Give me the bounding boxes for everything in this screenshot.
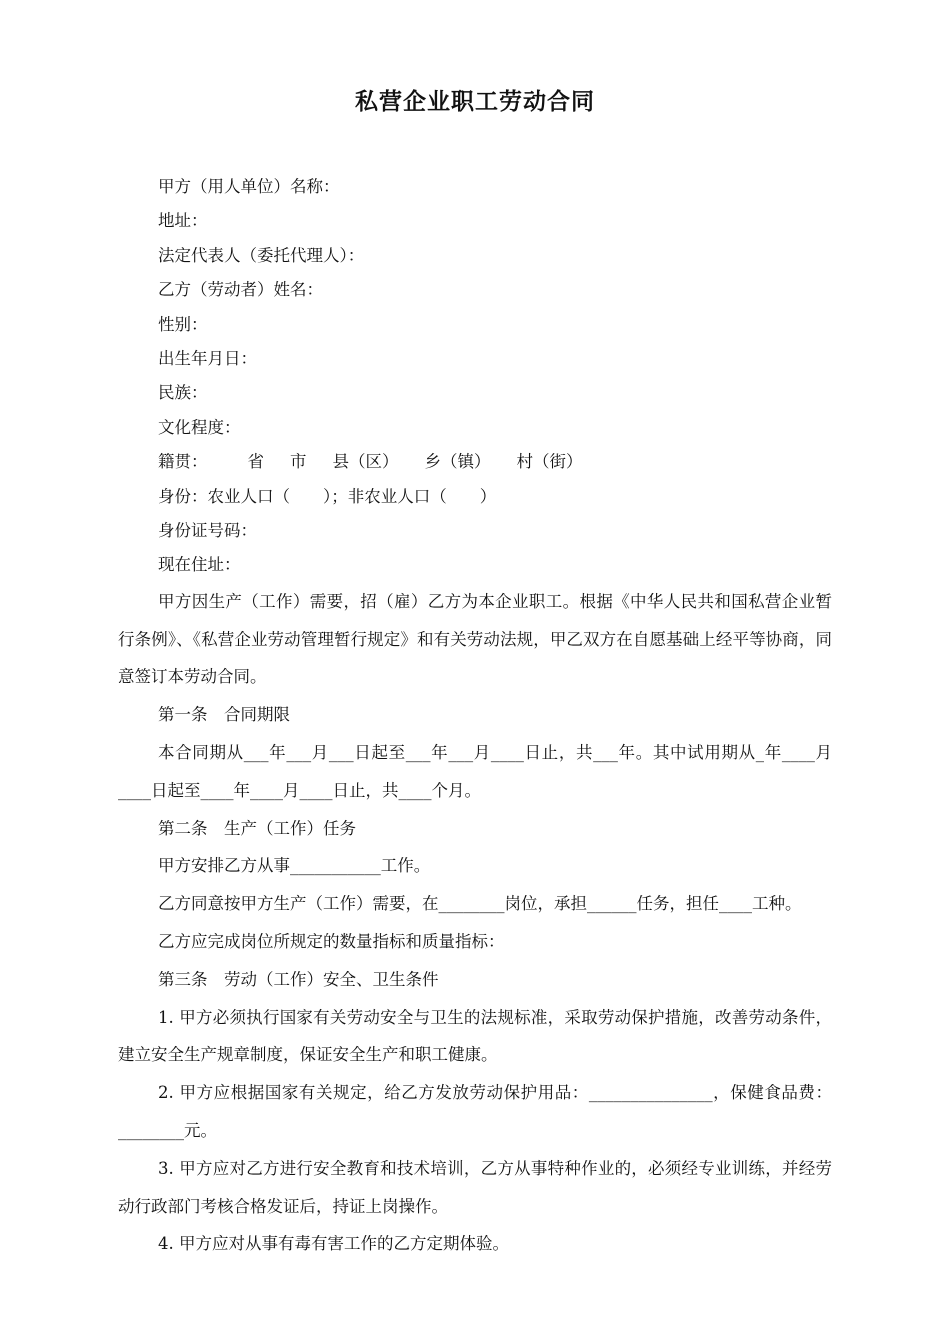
article2-heading: 第二条 生产（工作）任务 (158, 818, 356, 838)
id-number-field: 身份证号码： (158, 521, 257, 541)
article3-item-4: 4. 甲方应对从事有毒有害工作的乙方定期体验。 (158, 1234, 509, 1254)
ethnicity-field: 民族： (158, 383, 208, 403)
current-address-field: 现在住址： (158, 555, 241, 575)
article2-paragraph-2: 乙方同意按甲方生产（工作）需要，在________岗位，承担______任务，担任____工种。 (158, 894, 802, 914)
article3-item-1: 1. 甲方必须执行国家有关劳动安全与卫生的法规标准，采取劳动保护措施，改善劳动条件，建立安全生产规章制度，保证安全生产和职工健康。 (118, 1007, 832, 1065)
native-place-field (118, 445, 832, 479)
article1-paragraph: 本合同期从___年___月___日起至___年___月____日止，共___年。其中试用期从_年____月____日起至____年____月____日止，共____个月。 (118, 743, 832, 800)
article1-heading: 第一条 合同期限 (158, 705, 290, 725)
document-title: 私营企业职工劳动合同 (355, 88, 595, 115)
article3-item-2: 2. 甲方应根据国家有关规定，给乙方发放劳动保护用品：_______________，保健食品费：________元。 (118, 1083, 832, 1141)
county-label: 县（区） (332, 452, 399, 472)
province-label: 省 (247, 452, 264, 472)
education-field: 文化程度： (158, 417, 241, 437)
article2-paragraph-3: 乙方应完成岗位所规定的数量指标和质量指标： (158, 932, 505, 952)
identity-field: 身份：农业人口（ ）；非农业人口（ ） (158, 486, 497, 506)
contract-body (118, 583, 832, 1263)
township-label: 乡（镇） (424, 452, 491, 472)
gender-field: 性别： (158, 314, 208, 334)
preamble-paragraph: 甲方因生产（工作）需要，招（雇）乙方为本企业职工。根据《中华人民共和国私营企业暂行条例》、《私营企业劳动管理暂行规定》和有关劳动法规，甲乙双方在自愿基础上经平等协商，同意签订本劳动合同。 (118, 591, 832, 687)
article3-heading: 第三条 劳动（工作）安全、卫生条件 (158, 969, 439, 989)
address-field: 地址： (158, 211, 208, 231)
article3-item-3: 3. 甲方应对乙方进行安全教育和技术培训，乙方从事特种作业的，必须经专业训练，并经劳动行政部门考核合格发证后，持证上岗操作。 (118, 1158, 832, 1216)
birth-date-field: 出生年月日： (158, 349, 257, 369)
city-label: 市 (290, 452, 307, 472)
employer-name-field: 甲方（用人单位）名称： (158, 177, 340, 196)
party-info-fields (118, 170, 832, 583)
legal-rep-field: 法定代表人（委托代理人）： (158, 245, 365, 265)
article2-paragraph-1: 甲方安排乙方从事___________工作。 (158, 856, 431, 876)
village-label: 村（街） (516, 452, 583, 472)
employee-name-field: 乙方（劳动者）姓名： (158, 280, 323, 300)
native-place-label: 籍贯： (158, 452, 208, 472)
